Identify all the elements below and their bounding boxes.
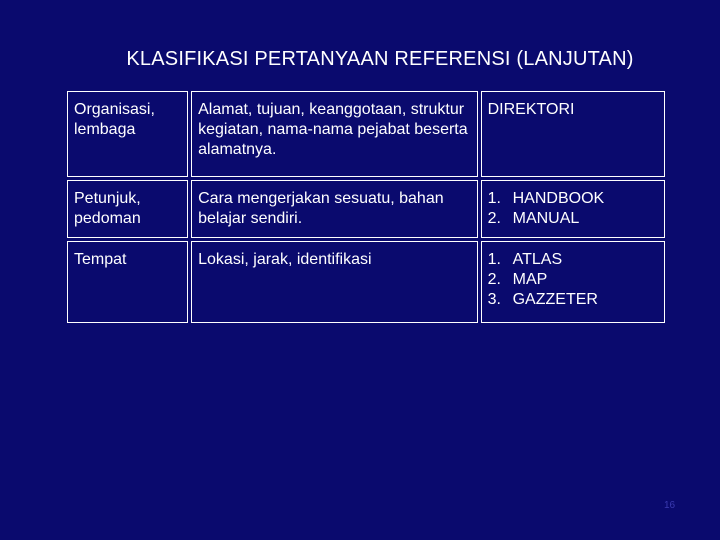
table-row xyxy=(67,91,665,177)
source-cell xyxy=(481,241,665,323)
table-row xyxy=(67,180,665,238)
source-list xyxy=(488,250,658,310)
slide-title: KLASIFIKASI PERTANYAAN REFERENSI (LANJUTAN) xyxy=(126,48,634,70)
reference-classification-table xyxy=(64,88,668,326)
list-item: 2. MANUAL xyxy=(487,210,580,227)
source-cell: DIREKTORI xyxy=(481,91,665,177)
description-cell: Cara mengerjakan sesuatu, bahan belajar sendiri. xyxy=(191,180,477,238)
source-item: ATLAS xyxy=(512,251,563,268)
category-cell: Organisasi, lembaga xyxy=(67,91,188,177)
source-item: MANUAL xyxy=(512,210,580,227)
source-cell xyxy=(481,180,665,238)
source-item: HANDBOOK xyxy=(512,190,605,207)
list-item: 1. HANDBOOK xyxy=(487,190,605,207)
source-item: MAP xyxy=(512,271,548,288)
list-item: 3. GAZZETER xyxy=(487,291,598,308)
description-cell: Lokasi, jarak, identifikasi xyxy=(191,241,477,323)
list-item: 2. MAP xyxy=(487,271,548,288)
page-number: 16 xyxy=(664,500,676,511)
category-cell: Tempat xyxy=(67,241,188,323)
source-list xyxy=(488,189,658,229)
table-row xyxy=(67,241,665,323)
list-item: 1. ATLAS xyxy=(487,251,563,268)
source-item: GAZZETER xyxy=(512,291,598,308)
category-cell: Petunjuk, pedoman xyxy=(67,180,188,238)
description-cell: Alamat, tujuan, keanggotaan, struktur kegiatan, nama-nama pejabat beserta alamatnya. xyxy=(191,91,477,177)
